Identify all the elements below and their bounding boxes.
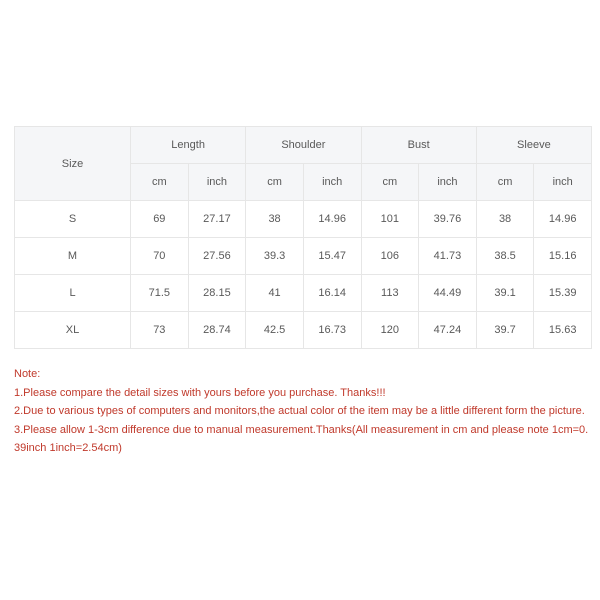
table-cell: 101 (361, 201, 419, 238)
table-cell: 38 (476, 201, 534, 238)
unit-header: inch (188, 164, 246, 201)
table-cell: 41 (246, 275, 304, 312)
table-cell: 15.47 (303, 238, 361, 275)
size-header: Size (15, 127, 131, 201)
size-chart-table (14, 126, 592, 349)
table-cell: 27.56 (188, 238, 246, 275)
table-cell: 42.5 (246, 312, 304, 349)
unit-header: inch (303, 164, 361, 201)
table-cell: 70 (131, 238, 189, 275)
note-line-3: 3.Please allow 1-3cm difference due to manual measurement.Thanks(All measurement in cm and please note 1cm=0.39inch 1inch=2.54cm) (14, 423, 589, 454)
unit-header: cm (131, 164, 189, 201)
size-cell: XL (15, 312, 131, 349)
table-cell: 28.15 (188, 275, 246, 312)
unit-header: cm (361, 164, 419, 201)
table-cell: 28.74 (188, 312, 246, 349)
table-cell: 39.3 (246, 238, 304, 275)
length-header: Length (131, 127, 246, 164)
table-cell: 120 (361, 312, 419, 349)
table-cell: 73 (131, 312, 189, 349)
table-cell: 41.73 (419, 238, 477, 275)
shoulder-header: Shoulder (246, 127, 361, 164)
size-cell: S (15, 201, 131, 238)
table-cell: 14.96 (303, 201, 361, 238)
unit-header: inch (419, 164, 477, 201)
table-cell: 69 (131, 201, 189, 238)
table-cell: 16.14 (303, 275, 361, 312)
table-cell: 44.49 (419, 275, 477, 312)
sleeve-header: Sleeve (476, 127, 591, 164)
table-cell: 39.1 (476, 275, 534, 312)
notes-block (14, 365, 592, 458)
table-cell: 38 (246, 201, 304, 238)
table-cell: 106 (361, 238, 419, 275)
table-cell: 14.96 (534, 201, 592, 238)
table-cell: 16.73 (303, 312, 361, 349)
unit-header: inch (534, 164, 592, 201)
table-cell: 113 (361, 275, 419, 312)
table-cell: 71.5 (131, 275, 189, 312)
table-row (15, 275, 592, 312)
table-row (15, 201, 592, 238)
table-cell: 39.76 (419, 201, 477, 238)
note-line-1: 1.Please compare the detail sizes with yours before you purchase. Thanks!!! (14, 386, 386, 399)
table-cell: 15.39 (534, 275, 592, 312)
size-cell: M (15, 238, 131, 275)
table-cell: 15.16 (534, 238, 592, 275)
table-cell: 39.7 (476, 312, 534, 349)
table-cell: 38.5 (476, 238, 534, 275)
table-row (15, 238, 592, 275)
table-cell: 15.63 (534, 312, 592, 349)
unit-header: cm (246, 164, 304, 201)
table-cell: 27.17 (188, 201, 246, 238)
table-cell: 47.24 (419, 312, 477, 349)
unit-header: cm (476, 164, 534, 201)
table-row (15, 312, 592, 349)
note-line-2: 2.Due to various types of computers and monitors,the actual color of the item may be a little different form the picture. (14, 405, 585, 417)
bust-header: Bust (361, 127, 476, 164)
notes-title: Note: (14, 368, 41, 380)
size-cell: L (15, 275, 131, 312)
